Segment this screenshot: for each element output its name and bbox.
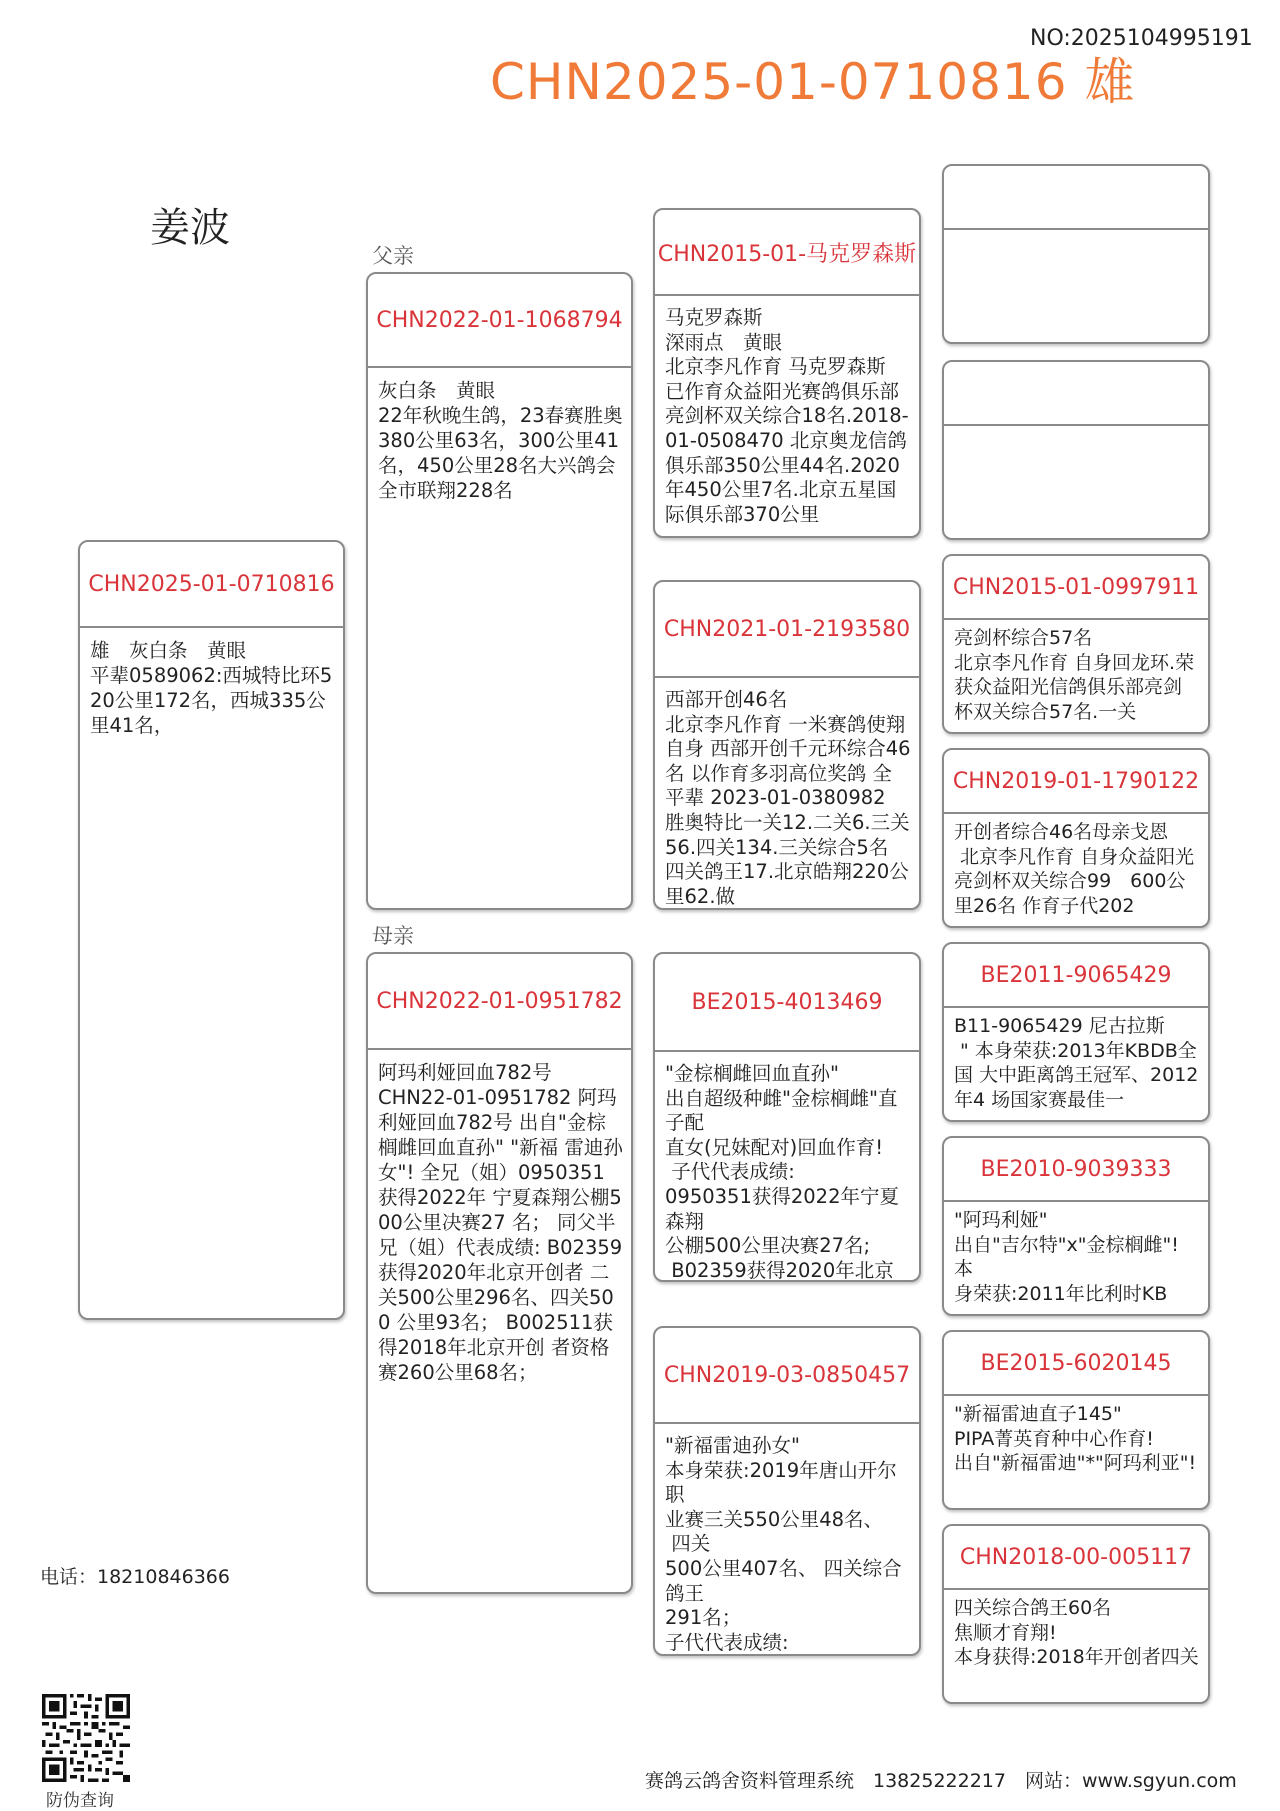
paternal-grandmother-card <box>653 580 921 910</box>
great-grandparent-details-7: "新福雷迪直子145" PIPA菁英育种中心作育! 出自"新福雷迪"*"阿玛利亚"! <box>954 1403 1197 1475</box>
great-grandparent-card-5 <box>942 942 1210 1122</box>
footer-info: 赛鸽云鸽舍资料管理系统 13825222217 网站：www.sgyun.com <box>645 1770 1237 1792</box>
father-ring: CHN2022-01-1068794 <box>368 274 631 368</box>
qr-caption: 防伪查询 <box>46 1791 114 1811</box>
father-card <box>366 272 633 910</box>
mother-ring: CHN2022-01-0951782 <box>368 954 631 1050</box>
great-grandparent-ring-3: CHN2015-01-0997911 <box>944 556 1208 620</box>
page-title: CHN2025-01-0710816 雄 <box>490 53 1136 111</box>
great-grandparent-details-4: 开创者综合46名母亲戈恩 北京李凡作育 自身众益阳光亮剑杯双关综合99 600公里26名 作育子代202 <box>954 821 1195 917</box>
great-grandparent-ring-4: CHN2019-01-1790122 <box>944 750 1208 814</box>
subject-card <box>78 540 345 1320</box>
maternal-grandfather-ring: BE2015-4013469 <box>655 954 919 1052</box>
maternal-grandfather-details: "金棕榈雌回血直孙" 出自超级种雌"金棕榈雌"直子配 直女(兄妹配对)回血作育! 子代代表成绩: 0950351获得2022年宁夏森翔 公棚500公里决赛27名; B02359获得2020年北京 <box>665 1062 899 1282</box>
paternal-grandfather-details: 马克罗森斯 深雨点 黄眼 北京李凡作育 马克罗森斯 已作育众益阳光赛鸽俱乐部亮剑杯双关综合18名.2018-01-0508470 北京奥龙信鸽俱乐部350公里44名.2020年450公里7名.北京五星国际俱乐部370公里 <box>665 306 909 526</box>
father-details: 灰白条 黄眼 22年秋晚生鸽，23春赛胜奥380公里63名，300公里41名，450公里28名大兴鸽会全市联翔228名 <box>378 379 623 502</box>
subject-ring: CHN2025-01-0710816 <box>80 542 343 628</box>
great-grandparent-details-3: 亮剑杯综合57名 北京李凡作育 自身回龙环.荣获众益阳光信鸽俱乐部亮剑杯双关综合57名.一关 <box>954 627 1195 723</box>
subject-details: 雄 灰白条 黄眼 平辈0589062:西城特比环520公里172名，西城335公里41名， <box>90 639 333 737</box>
great-grandparent-card-6 <box>942 1136 1210 1316</box>
great-grandparent-details-1 <box>944 230 1208 236</box>
great-grandparent-details-8: 四关综合鸽王60名 焦顺才育翔! 本身获得:2018年开创者四关 <box>954 1597 1199 1669</box>
paternal-grandmother-ring: CHN2021-01-2193580 <box>655 582 919 678</box>
great-grandparent-ring-7: BE2015-6020145 <box>944 1332 1208 1396</box>
great-grandparent-ring-6: BE2010-9039333 <box>944 1138 1208 1202</box>
mother-details: 阿玛利娅回血782号 CHN22-01-0951782 阿玛利娅回血782号 出自"金棕 榈雌回血直孙" "新福 雷迪孙女"! 全兄（姐）0950351获得2022年 宁夏森翔公棚500公里决赛27 名； 同父半兄（姐）代表成绩: B02359获得2020年北京开创者 二关500公里296名、四关500 公里93名； B002511获得2018年北京开创 者资格赛260公里68名； <box>378 1061 623 1384</box>
father-label: 父亲 <box>372 244 414 268</box>
great-grandparent-details-5: B11-9065429 尼古拉斯 " 本身荣获:2013年KBDB全国 大中距离鸽王冠军、2012年4 场国家赛最佳一 <box>954 1015 1199 1111</box>
great-grandparent-card-4 <box>942 748 1210 928</box>
maternal-grandmother-details: "新福雷迪孙女" 本身荣获:2019年唐山开尔职 业赛三关550公里48名、 四关 500公里407名、 四关综合鸽王 291名； 子代代表成绩: <box>665 1434 902 1654</box>
phone-number: 电话：18210846366 <box>40 1566 230 1588</box>
great-grandparent-card-8 <box>942 1524 1210 1704</box>
great-grandparent-ring-2 <box>944 362 1208 426</box>
great-grandparent-ring-5: BE2011-9065429 <box>944 944 1208 1008</box>
qr-code-icon[interactable] <box>42 1694 130 1782</box>
mother-card <box>366 952 633 1594</box>
great-grandparent-card-1 <box>942 164 1210 344</box>
paternal-grandmother-details: 西部开创46名 北京李凡作育 一米赛鸽使翔 自身 西部开创千元环综合46名 以作育多羽高位奖鸽 全平辈 2023-01-0380982 胜奥特比一关12.二关6.三关56.四关134.三关综合5名 四关鸽王17.北京皓翔220公里62.做 <box>665 688 911 908</box>
document-number: NO:2025104995191 <box>1030 26 1253 51</box>
maternal-grandmother-ring: CHN2019-03-0850457 <box>655 1328 919 1424</box>
great-grandparent-details-6: "阿玛利娅" 出自"吉尔特"x"金棕榈雌"! 本 身荣获:2011年比利时KB <box>954 1209 1179 1305</box>
great-grandparent-details-2 <box>944 426 1208 432</box>
great-grandparent-ring-1 <box>944 166 1208 230</box>
paternal-grandfather-card <box>653 208 921 538</box>
maternal-grandfather-card <box>653 952 921 1282</box>
great-grandparent-card-3 <box>942 554 1210 734</box>
great-grandparent-card-7 <box>942 1330 1210 1510</box>
maternal-grandmother-card <box>653 1326 921 1656</box>
mother-label: 母亲 <box>372 924 414 948</box>
owner-name: 姜波 <box>150 205 230 251</box>
paternal-grandfather-ring: CHN2015-01-马克罗森斯 <box>655 210 919 296</box>
great-grandparent-ring-8: CHN2018-00-005117 <box>944 1526 1208 1590</box>
great-grandparent-card-2 <box>942 360 1210 540</box>
